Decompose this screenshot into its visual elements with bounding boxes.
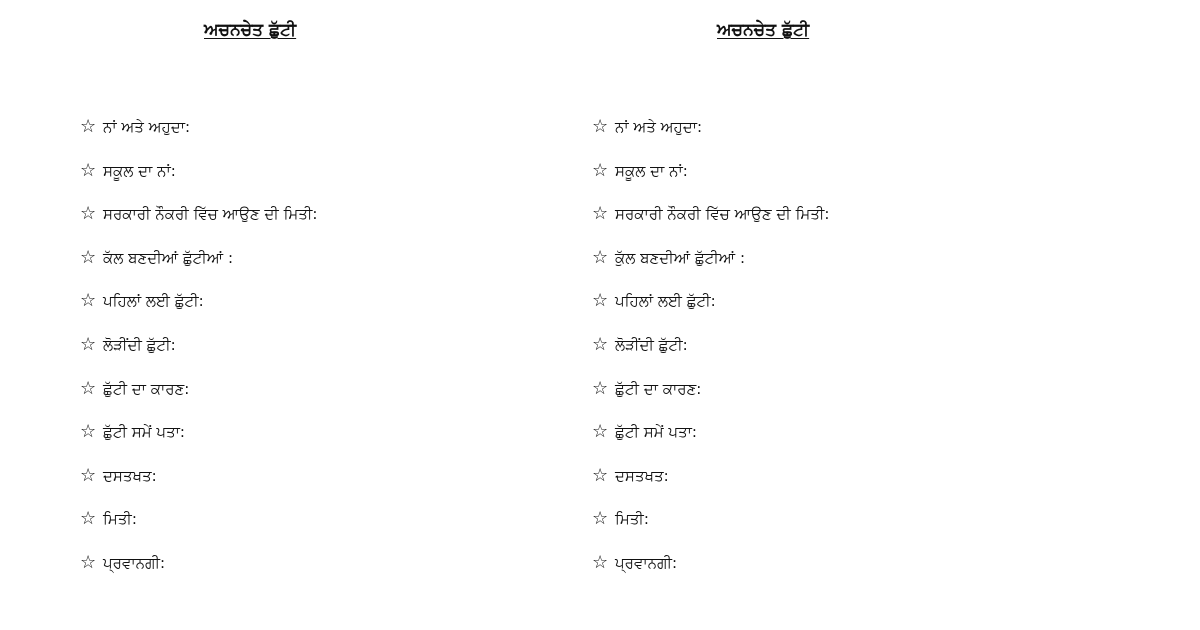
field-list: [80, 114, 317, 594]
star-outline-icon: ☆: [592, 116, 609, 137]
field-date: [592, 506, 829, 550]
star-outline-icon: ☆: [80, 159, 97, 181]
star-outline-icon: ☆: [80, 421, 97, 443]
form-title: ਅਚਨਚੇਤ ਛੁੱਟੀ: [204, 20, 297, 40]
field-label: ਨਾਂ ਅਤੇ ਅਹੁਦਾ:: [103, 118, 191, 136]
star-outline-icon: ☆: [592, 464, 609, 486]
field-label: ਸਰਕਾਰੀ ਨੌਕਰੀ ਵਿੱਚ ਆਉਣ ਦੀ ਮਿਤੀ:: [103, 205, 318, 224]
field-joining-date: [80, 201, 317, 245]
field-leave-required: [80, 332, 317, 376]
field-address-during-leave: [80, 419, 317, 463]
field-label: ਪਹਿਲਾਂ ਲਈ ਛੁੱਟੀ:: [103, 292, 204, 311]
field-label: ਲੋੜੀਂਦੀ ਛੁੱਟੀ:: [103, 335, 176, 354]
star-outline-icon: ☆: [80, 551, 97, 573]
field-label: ਕੁੱਲ ਬਣਦੀਆਂ ਛੁੱਟੀਆਂ :: [615, 248, 745, 267]
field-label: ਪਹਿਲਾਂ ਲਈ ਛੁੱਟੀ:: [615, 292, 716, 311]
star-outline-icon: ☆: [80, 508, 97, 530]
right-leave-form: [592, 0, 1152, 630]
star-outline-icon: ☆: [592, 159, 609, 181]
field-approval: [80, 550, 317, 594]
field-label: ਪ੍ਰਵਾਨਗੀ:: [103, 553, 166, 572]
field-approval: [592, 550, 829, 594]
field-leave-reason: [592, 376, 829, 420]
star-outline-icon: ☆: [592, 333, 609, 355]
field-label: ਮਿਤੀ:: [103, 510, 137, 529]
star-outline-icon: ☆: [80, 203, 97, 225]
field-leave-required: [592, 332, 829, 376]
field-joining-date: [592, 201, 829, 245]
field-date: [80, 506, 317, 550]
field-leave-taken: [80, 288, 317, 332]
field-label: ਨਾਂ ਅਤੇ ਅਹੁਦਾ:: [615, 118, 703, 136]
left-leave-form: [80, 0, 640, 630]
field-address-during-leave: [592, 419, 829, 463]
field-label: ਕੱਲ ਬਣਦੀਆਂ ਛੁੱਟੀਆਂ :: [103, 248, 233, 267]
field-name-designation: [80, 114, 317, 158]
field-school-name: [592, 158, 829, 202]
field-label: ਲੋੜੀਂਦੀ ਛੁੱਟੀ:: [615, 335, 688, 354]
field-label: ਛੁੱਟੀ ਸਮੇਂ ਪਤਾ:: [615, 423, 697, 442]
field-label: ਮਿਤੀ:: [615, 510, 649, 529]
field-label: ਸਕੂਲ ਦਾ ਨਾਂ:: [103, 161, 176, 180]
field-label: ਛੁੱਟੀ ਸਮੇਂ ਪਤਾ:: [103, 423, 185, 442]
star-outline-icon: ☆: [80, 246, 97, 268]
star-outline-icon: ☆: [80, 290, 97, 312]
field-label: ਸਰਕਾਰੀ ਨੌਕਰੀ ਵਿੱਚ ਆਉਣ ਦੀ ਮਿਤੀ:: [615, 205, 830, 224]
field-leave-taken: [592, 288, 829, 332]
star-outline-icon: ☆: [80, 116, 97, 137]
star-outline-icon: ☆: [592, 508, 609, 530]
field-label: ਛੁੱਟੀ ਦਾ ਕਾਰਣ:: [615, 379, 702, 398]
field-total-leaves: [592, 245, 829, 289]
field-leave-reason: [80, 376, 317, 420]
field-label: ਦਸਤਖਤ:: [615, 466, 669, 485]
field-signature: [592, 463, 829, 507]
field-label: ਸਕੂਲ ਦਾ ਨਾਂ:: [615, 161, 688, 180]
star-outline-icon: ☆: [80, 377, 97, 399]
field-list: [592, 114, 829, 594]
star-outline-icon: ☆: [592, 246, 609, 268]
form-title: ਅਚਨਚੇਤ ਛੁੱਟੀ: [717, 20, 810, 40]
field-label: ਛੁੱਟੀ ਦਾ ਕਾਰਣ:: [103, 379, 190, 398]
star-outline-icon: ☆: [592, 290, 609, 312]
field-name-designation: [592, 114, 829, 158]
star-outline-icon: ☆: [592, 421, 609, 443]
star-outline-icon: ☆: [80, 333, 97, 355]
star-outline-icon: ☆: [80, 464, 97, 486]
field-total-leaves: [80, 245, 317, 289]
star-outline-icon: ☆: [592, 551, 609, 573]
field-signature: [80, 463, 317, 507]
star-outline-icon: ☆: [592, 203, 609, 225]
field-label: ਦਸਤਖਤ:: [103, 466, 157, 485]
star-outline-icon: ☆: [592, 377, 609, 399]
field-school-name: [80, 158, 317, 202]
field-label: ਪ੍ਰਵਾਨਗੀ:: [615, 553, 678, 572]
